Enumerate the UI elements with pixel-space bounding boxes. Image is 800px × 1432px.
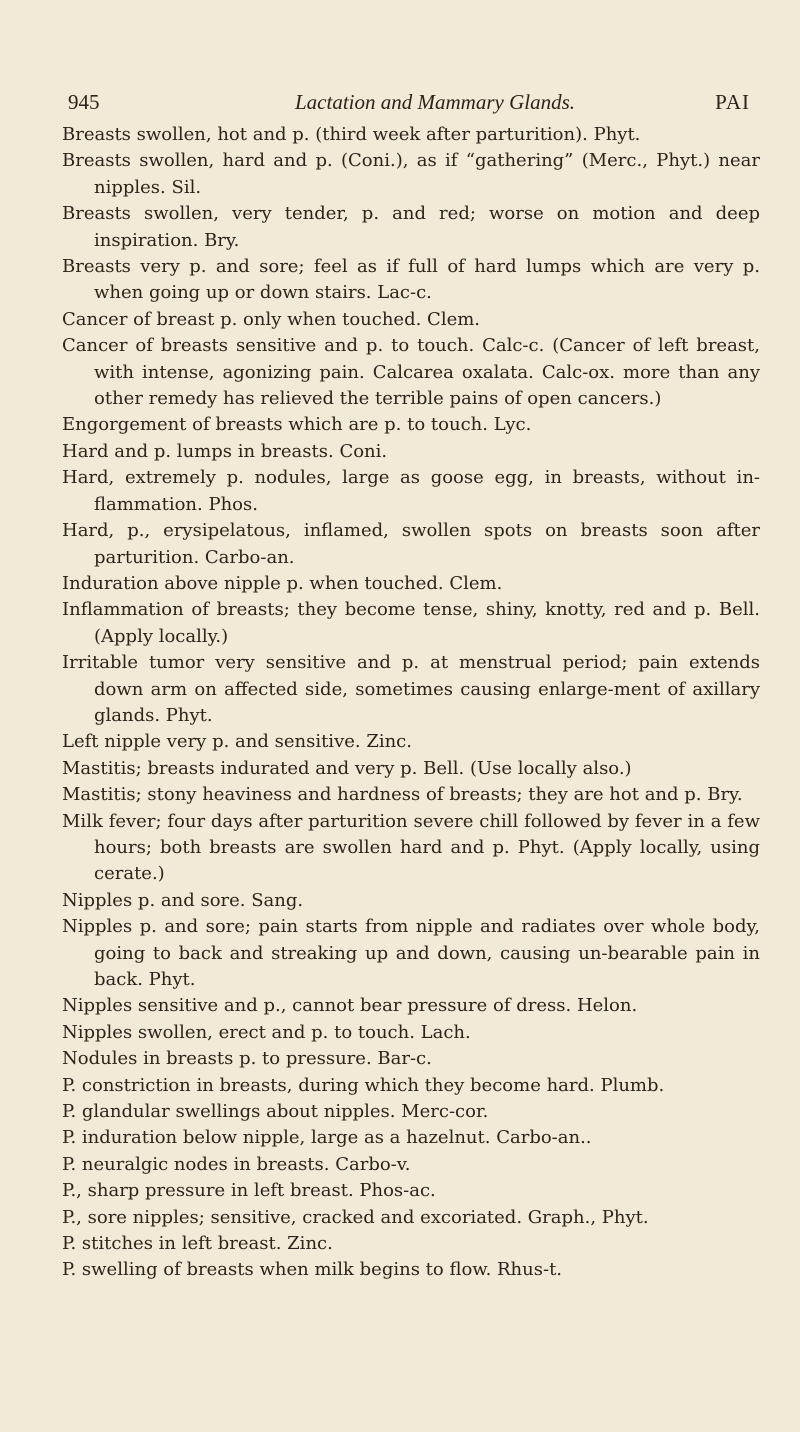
list-item: P. induration below nipple, large as a hazelnut. Carbo-an.. xyxy=(62,1127,592,1149)
list-item: Irritable tumor very sensitive and p. at menstrual period; pain extends down arm on affected side, sometimes causing enlarge-ment of axillary glands. Phyt. xyxy=(62,652,760,726)
list-item: Engorgement of breasts which are p. to touch. Lyc. xyxy=(62,414,532,436)
list-item: Mastitis; breasts indurated and very p. Bell. (Use locally also.) xyxy=(62,757,632,779)
symptom-list xyxy=(62,122,760,1284)
list-item: Breasts swollen, hard and p. (Coni.), as if “gathering” (Merc., Phyt.) near nipples. Sil. xyxy=(62,150,760,198)
list-item: Mastitis; stony heaviness and hardness of breasts; they are hot and p. Bry. xyxy=(62,784,743,806)
chapter-title: Lactation and Mammary Glands. xyxy=(295,90,575,114)
list-item: Nipples sensitive and p., cannot bear pressure of dress. Helon. xyxy=(62,995,638,1017)
page-number: 945 xyxy=(68,90,100,114)
list-item: Nodules in breasts p. to pressure. Bar-c. xyxy=(62,1048,432,1070)
list-item: P., sore nipples; sensitive, cracked and excoriated. Graph., Phyt. xyxy=(62,1206,649,1228)
list-item: Breasts swollen, hot and p. (third week after parturition). Phyt. xyxy=(62,124,641,145)
list-item: Hard, p., erysipelatous, inflamed, swollen spots on breasts soon after parturition. Carbo-an. xyxy=(62,520,760,568)
list-item: Breasts very p. and sore; feel as if full of hard lumps which are very p. when going up or down stairs. Lac-c. xyxy=(62,256,760,304)
book-page xyxy=(0,86,800,1432)
list-item: Nipples p. and sore; pain starts from nipple and radiates over whole body, going to back and streaking up and down, causing un-bearable pain in back. Phyt. xyxy=(62,916,760,990)
list-item: P., sharp pressure in left breast. Phos-ac. xyxy=(62,1180,436,1202)
list-item: Inflammation of breasts; they become tense, shiny, knotty, red and p. Bell. (Apply locally.) xyxy=(62,599,760,647)
list-item: Induration above nipple p. when touched. Clem. xyxy=(62,572,503,594)
list-item: Cancer of breast p. only when touched. Clem. xyxy=(62,308,481,330)
list-item: Left nipple very p. and sensitive. Zinc. xyxy=(62,731,412,753)
list-item: Cancer of breasts sensitive and p. to touch. Calc-c. (Cancer of left breast, with intense, agonizing pain. Calcarea oxalata. Calc-ox. more than any other remedy has relieved the terrible pains of open cancers.) xyxy=(62,335,760,410)
list-item: Breasts swollen, very tender, p. and red; worse on motion and deep inspiration. Bry. xyxy=(62,203,760,251)
running-head xyxy=(62,86,760,122)
list-item: P. neuralgic nodes in breasts. Carbo-v. xyxy=(62,1153,411,1175)
list-item: Hard and p. lumps in breasts. Coni. xyxy=(62,440,388,462)
list-item: P. stitches in left breast. Zinc. xyxy=(62,1233,333,1255)
list-item: Nipples swollen, erect and p. to touch. Lach. xyxy=(62,1021,471,1043)
list-item: P. constriction in breasts, during which they become hard. Plumb. xyxy=(62,1074,665,1096)
list-item: P. swelling of breasts when milk begins to flow. Rhus-t. xyxy=(62,1259,563,1281)
section-label: PAI xyxy=(715,90,750,114)
list-item: P. glandular swellings about nipples. Merc-cor. xyxy=(62,1101,489,1123)
list-item: Milk fever; four days after parturition severe chill followed by fever in a few hours; both breasts are swollen hard and p. Phyt. (Apply locally, using cerate.) xyxy=(62,810,760,885)
list-item: Hard, extremely p. nodules, large as goose egg, in breasts, without in-flammation. Phos. xyxy=(62,467,760,515)
list-item: Nipples p. and sore. Sang. xyxy=(62,889,304,911)
